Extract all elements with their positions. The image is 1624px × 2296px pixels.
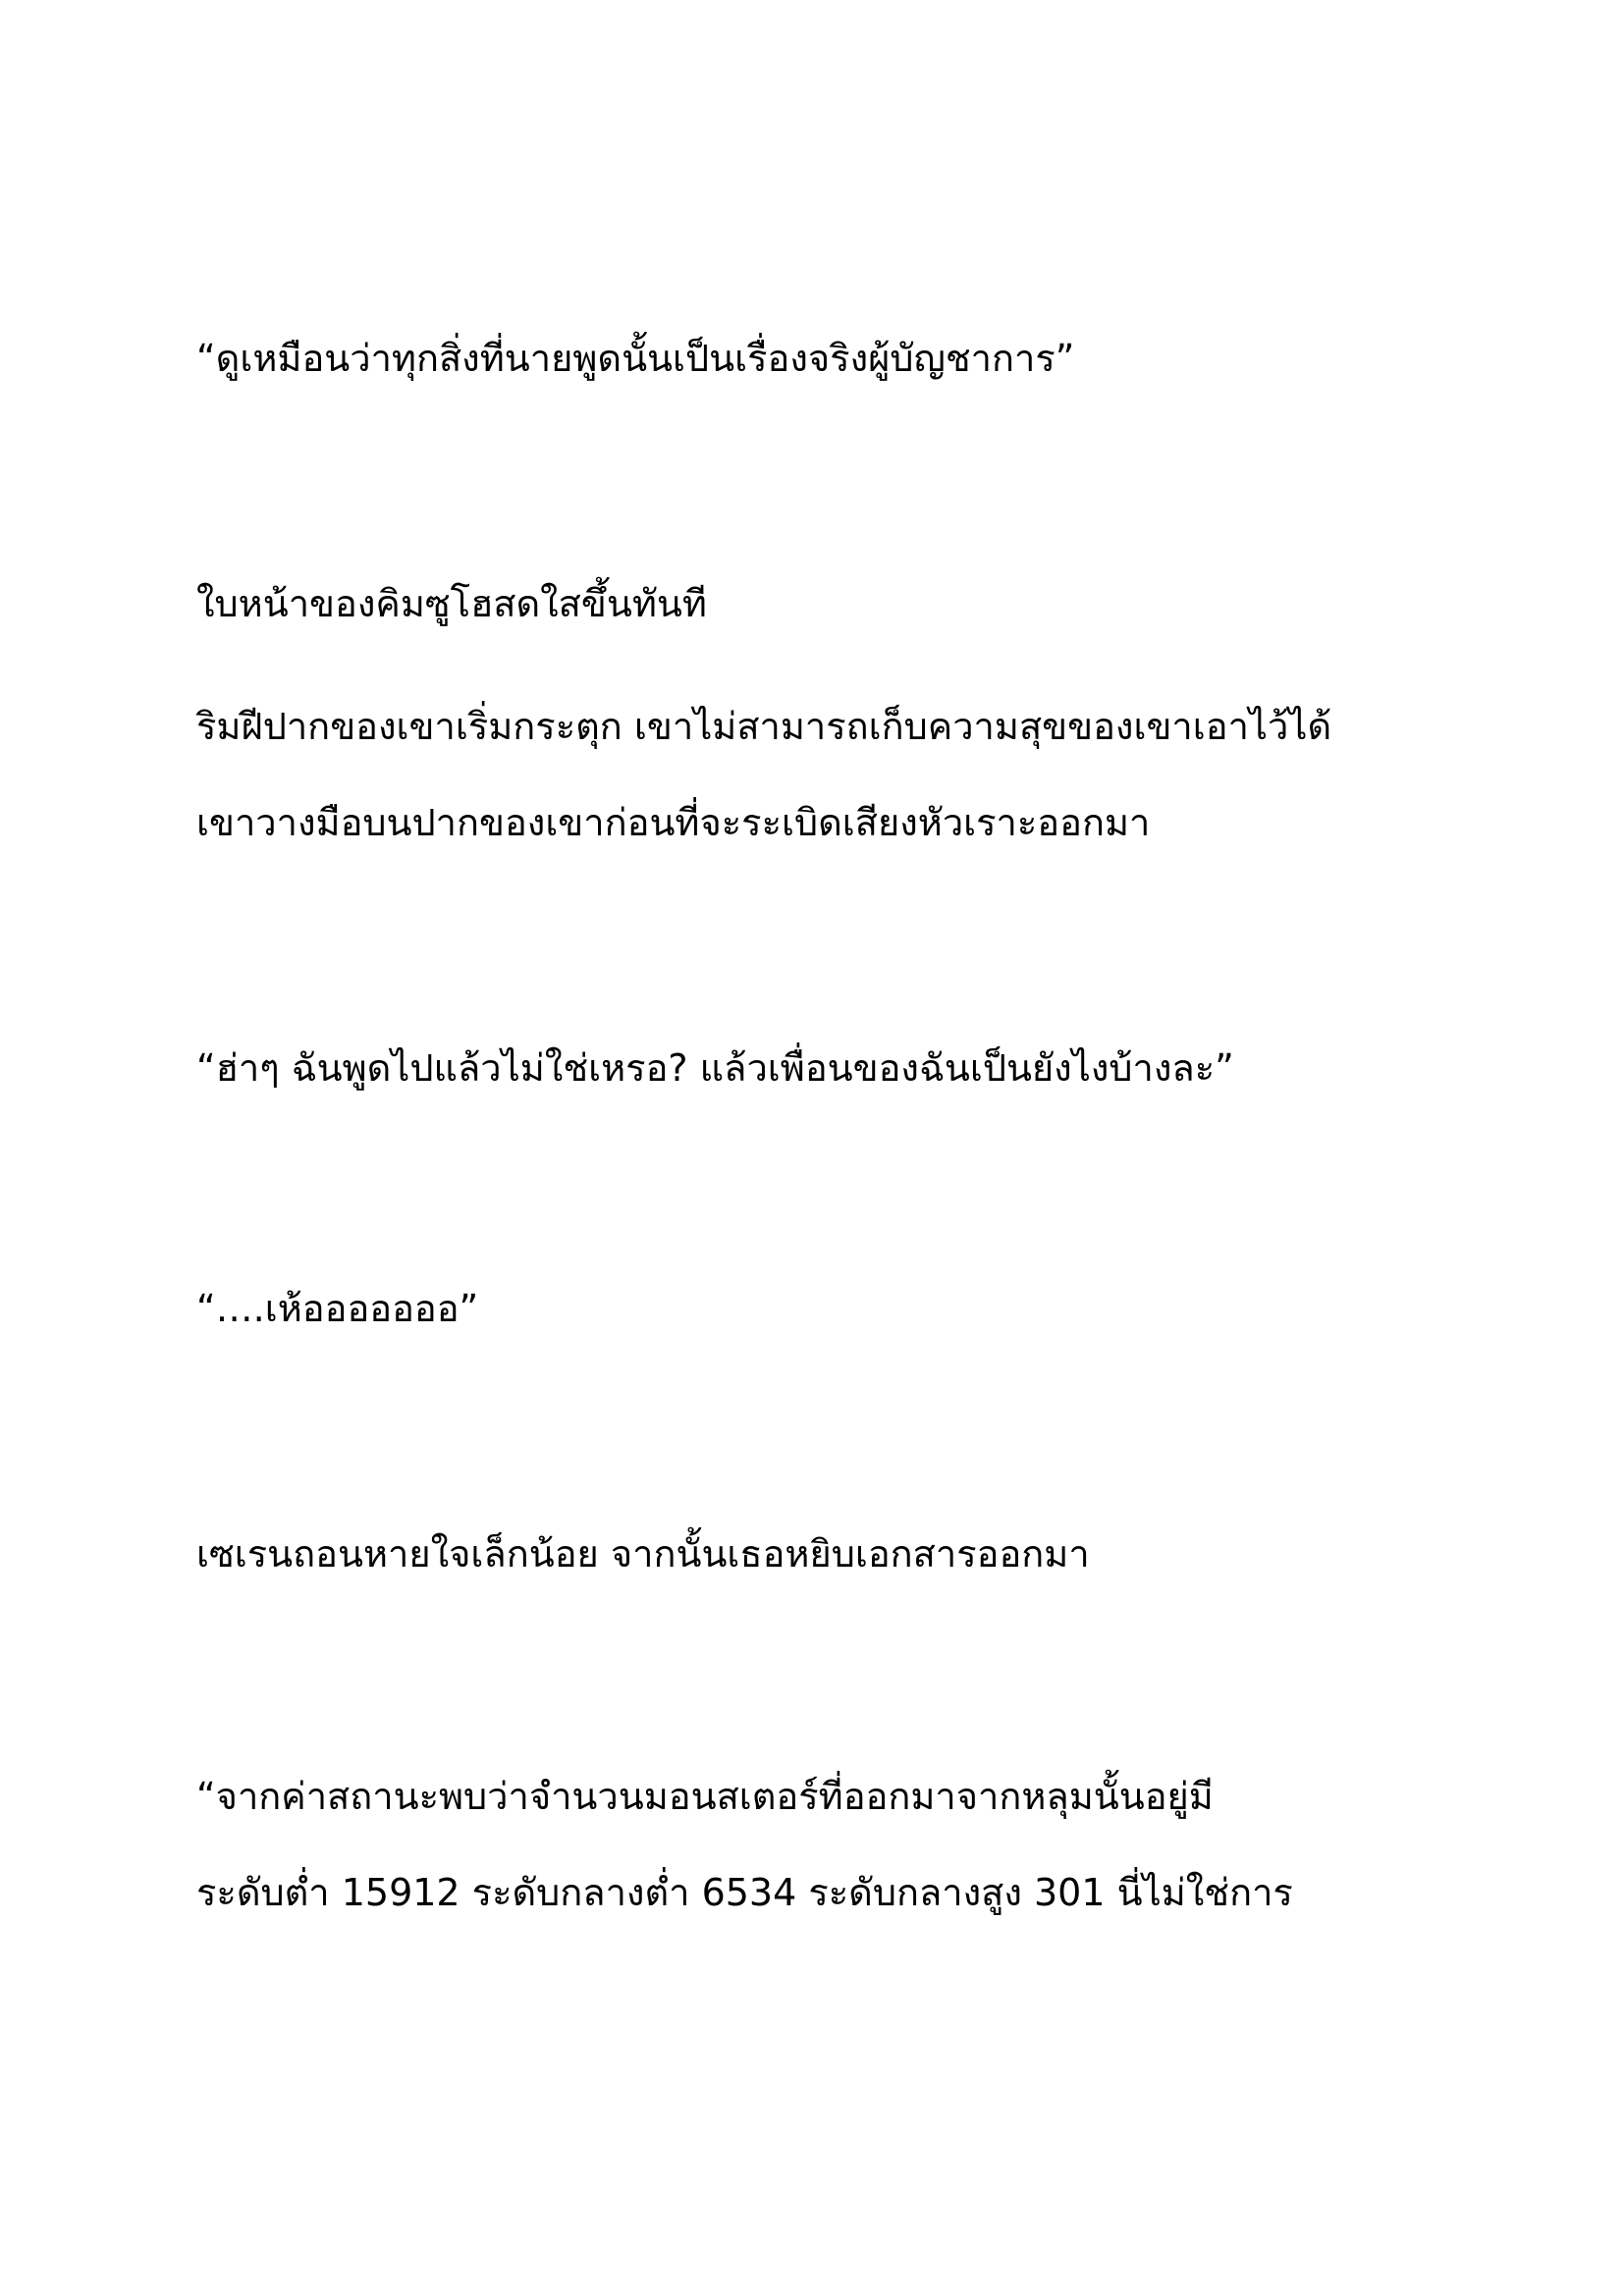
narration-line-4: เซเรนถอนหายใจเล็กน้อย จากนั้นเธอหยิบเอกสารออกมา — [196, 1532, 1090, 1575]
narration-line-2: ริมฝีปากของเขาเริ่มกระตุก เขาไม่สามารถเก็บความสุขของเขาเอาไว้ได้ — [196, 705, 1332, 748]
dialogue-line-4: “จากค่าสถานะพบว่าจำนวนมอนสเตอร์ที่ออกมาจากหลุมนั้นอยู่มี — [196, 1775, 1214, 1818]
dialogue-line-5: ระดับต่ำ 15912 ระดับกลางต่ำ 6534 ระดับกลางสูง 301 นี่ไม่ใช่การ — [196, 1871, 1293, 1914]
dialogue-line-1: “ดูเหมือนว่าทุกสิ่งที่นายพูดนั้นเป็นเรื่องจริงผู้บัญชาการ” — [196, 337, 1075, 380]
dialogue-line-3: “….เห้อออออออ” — [196, 1287, 479, 1330]
narration-line-1: ใบหน้าของคิมซูโฮสดใสขึ้นทันที — [196, 582, 707, 625]
narration-line-3: เขาวางมือบนปากของเขาก่อนที่จะระเบิดเสียงหัวเราะออกมา — [196, 801, 1151, 844]
dialogue-line-2: “ฮ่าๆ ฉันพูดไปแล้วไม่ใช่เหรอ? แล้วเพื่อนของฉันเป็นยังไงบ้างละ” — [196, 1046, 1234, 1090]
